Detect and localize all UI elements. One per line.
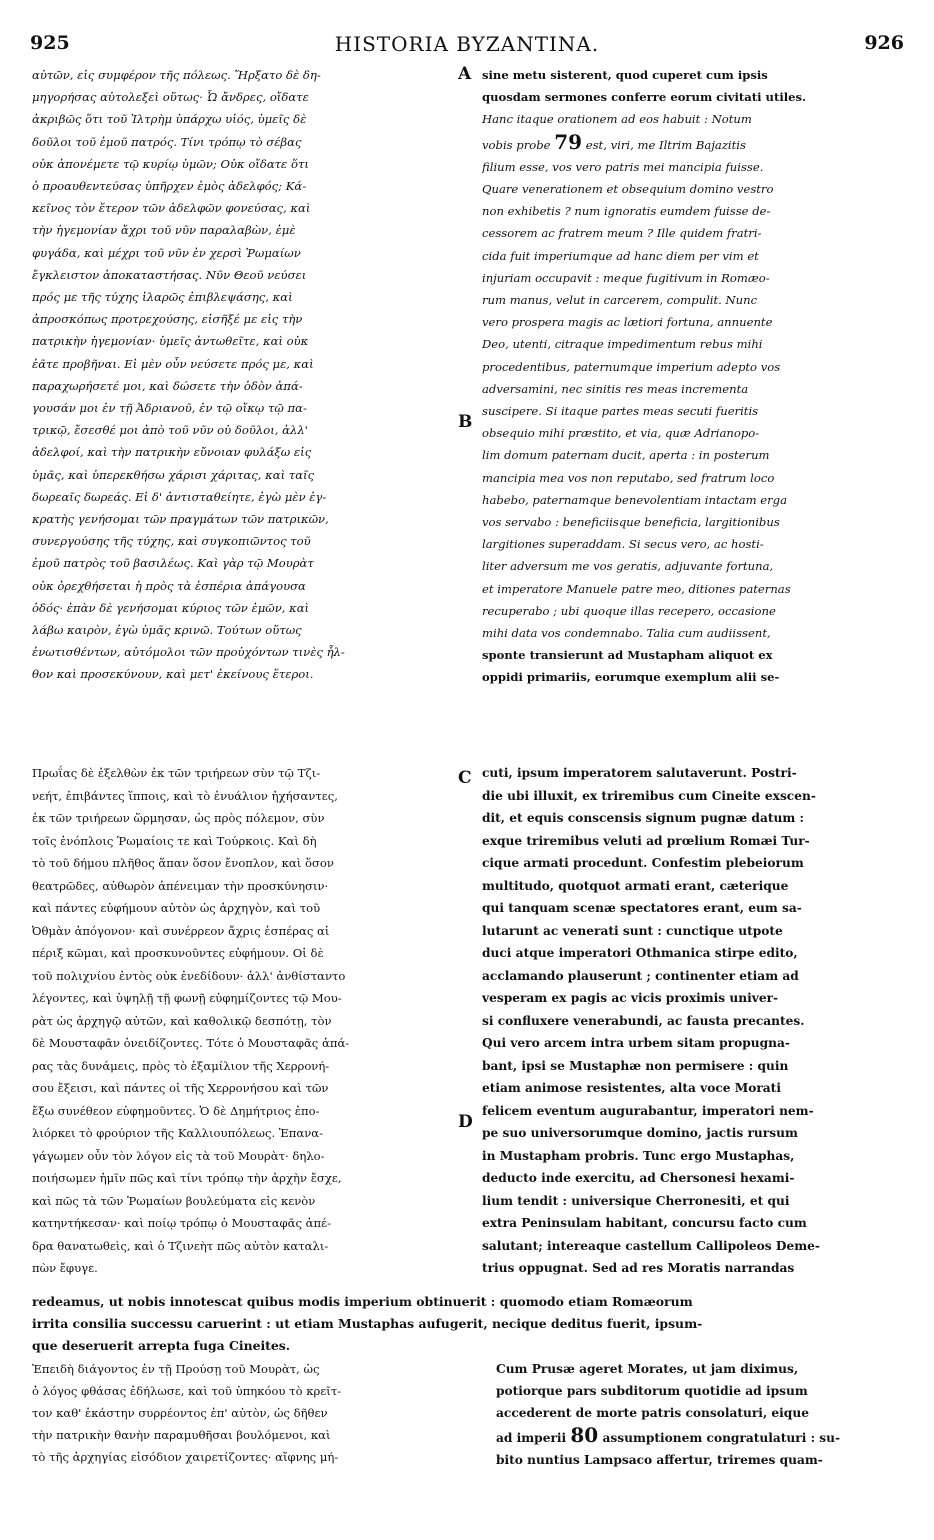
latin-text-line: Qui vero arcem intra urbem sitam propugna- <box>482 1036 790 1050</box>
greek-text-line: ρας τὰς δυνάμεις, πρὸς τὸ ἑξαμίλιον τῆς Χερρονή- <box>32 1058 330 1073</box>
latin-text-line: filium esse, vos vero patris mei mancipia fuisse. <box>482 159 764 174</box>
greek-text-line: πατρικὴν ἡγεμονίαν· ὑμεῖς ἀντωθεῖτε, καὶ οὐκ <box>32 334 309 349</box>
latin-text-line: Cum Prusæ ageret Morates, ut jam diximus, <box>496 1362 799 1376</box>
latin-text-line: deducto inde exercitu, ad Chersonesi hexami- <box>482 1171 795 1185</box>
greek-text-line: ὁ λόγος φθάσας ἐδήλωσε, καὶ τοῦ ὑπηκόου τὸ κρεῖτ- <box>32 1384 342 1398</box>
latin-text-line: vobis probe 79 est, viri, me Iltrim Bajazitis <box>482 130 746 154</box>
latin-text-line: in Mustapham probris. Tunc ergo Mustaphas, <box>482 1148 795 1163</box>
greek-text-line: τὴν ἡγεμονίαν ἄχρι τοῦ νῦν παραλαβὼν, ἐμὲ <box>32 223 296 238</box>
greek-text-line: ἀπροσκόπως προτρεχούσης, εἰσῆξέ με εἰς τὴν <box>32 312 303 327</box>
greek-text-line: παραχωρήσετέ μοι, καὶ δώσετε τὴν ὁδὸν ἀπά- <box>32 378 303 393</box>
latin-text-line: obsequio mihi præstito, et via, quæ Adrianopo- <box>482 426 760 441</box>
latin-text-line: sine metu sisterent, quod cuperet cum ipsis <box>482 68 768 82</box>
running-title: HISTORIA BYZANTINA. <box>334 32 600 56</box>
greek-text-line: σου ἔξεισι, καὶ πάντες οἱ τῆς Χερρονήσου καὶ τῶν <box>32 1081 329 1095</box>
greek-text-line: ἀκριβῶς ὅτι τοῦ Ἰλτρὴμ ὑπάρχω υἱός, ὑμεῖς δὲ <box>32 112 307 127</box>
greek-text-line: ρὰτ ὡς ἀρχηγῷ αὐτῶν, καὶ καθολικῷ δεσπότῃ, τὸν <box>32 1013 332 1028</box>
latin-text-line: procedentibus, paternumque imperium adepto vos <box>482 359 781 374</box>
greek-column-bottom <box>32 1358 452 1468</box>
latin-text-line: duci atque imperatori Othmanica stirpe edito, <box>482 946 798 960</box>
greek-text-line: ἔγκλειστον ἀποκαταστήσας. Νῦν Θεοῦ νεύσει <box>32 267 307 282</box>
greek-text-line: τοῦ πολιχνίου ἐντὸς οὐκ ἐνεδίδουν· ἀλλ' ἀνθίσταντο <box>32 968 346 983</box>
latin-text-line: trius oppugnat. Sed ad res Moratis narrandas <box>482 1261 795 1275</box>
latin-text-line: mancipia mea vos non reputabo, sed fratrum loco <box>482 470 775 485</box>
section-marker-a: A <box>458 64 472 84</box>
latin-text-line: Hanc itaque orationem ad eos habuit : Notum <box>482 112 752 127</box>
greek-text-line: καὶ πάντες εὐφήμουν αὐτὸν ὡς ἀρχηγὸν, καὶ τοῦ <box>32 901 321 915</box>
latin-text-line: Quare venerationem et obsequium domino vestro <box>482 182 774 197</box>
greek-text-line: ὁ προαυθεντεύσας ὑπῆρχεν ἐμὸς ἀδελφός; Κά- <box>32 179 307 194</box>
latin-text-line: cida fuit imperiumque ad hanc diem per vim et <box>482 248 759 263</box>
latin-text-line: die ubi illuxit, ex triremibus cum Cineite exscen- <box>482 788 816 803</box>
greek-text-line: δρα θανατωθεὶς, καὶ ὁ Τζινεὴτ πῶς αὐτὸν καταλι- <box>32 1238 329 1253</box>
latin-text-line: et imperatore Manuele patre meo, ditiones paternas <box>482 581 791 596</box>
latin-text-line: salutant; intereaque castellum Callipoleos Deme- <box>482 1238 820 1253</box>
latin-text-line: bant, ipsi se Mustaphæ non permisere : quin <box>482 1058 789 1073</box>
greek-text-line: καὶ πῶς τὰ τῶν Ῥωμαίων βουλεύματα εἰς κενὸν <box>32 1193 316 1208</box>
greek-text-line: κρατὴς γενήσομαι τῶν πραγμάτων τῶν πατρικῶν, <box>32 512 329 527</box>
greek-text-line: δοῦλοι τοῦ ἐμοῦ πατρός. Τίνι τρόπῳ τὸ σέβας <box>32 134 302 149</box>
full-width-latin <box>32 1291 894 1357</box>
latin-text-line: que deseruerit arrepta fuga Cineites. <box>32 1338 291 1353</box>
greek-text-line: πὼν ἔφυγε. <box>32 1261 98 1275</box>
greek-text-line: κεῖνος τὸν ἕτερον τῶν ἀδελφῶν φονεύσας, καὶ <box>32 201 311 216</box>
latin-text-line: vos servabo : beneficiisque beneficia, largitionibus <box>482 515 780 530</box>
greek-text-line: μηγορήσας αὐτολεξεὶ οὕτως· Ὦ ἄνδρες, οἴδατε <box>32 90 309 105</box>
latin-text-line: recuperabo ; ubi quoque illas recepero, occasione <box>482 603 776 618</box>
latin-text-line: cuti, ipsum imperatorem salutaverunt. Postri- <box>482 766 797 780</box>
latin-text-line: pe suo universorumque domino, jactis rursum <box>482 1126 798 1140</box>
greek-text-line: πέριξ κῶμαι, καὶ προσκυνοῦντες εὐφήμουν. Οἱ δὲ <box>32 946 324 960</box>
latin-text-line: lutarunt ac venerati sunt : cunctique utpote <box>482 923 783 938</box>
latin-text-line: extra Peninsulam habitant, concursu facto cum <box>482 1216 807 1230</box>
greek-text-line: γάγωμεν οὖν τὸν λόγον εἰς τὰ τοῦ Μουρὰτ· δηλο- <box>32 1148 325 1163</box>
latin-text-line: si confluxere venerabundi, ac fausta precantes. <box>482 1013 805 1028</box>
latin-text-line: mihi data vos condemnabo. Talia cum audiissent, <box>482 626 771 641</box>
greek-text-line: ἐᾶτε προβῆναι. Εἰ μὲν οὖν νεύσετε πρός με, καὶ <box>32 356 314 371</box>
greek-text-line: Πρωΐας δὲ ἐξελθὼν ἐκ τῶν τριήρεων σὺν τῷ Τζι- <box>32 766 321 780</box>
latin-text-line: cessorem ac fratrem meum ? Ille quidem fratri- <box>482 226 762 241</box>
latin-text-line: vero prospera magis ac lætiori fortuna, annuente <box>482 315 773 330</box>
folio-number: 80 <box>570 1424 599 1447</box>
latin-text-line: sponte transierunt ad Mustapham aliquot ex <box>482 648 773 663</box>
latin-text-line: ad imperii 80 assumptionem congratulaturi : su- <box>496 1424 841 1447</box>
latin-text-line: felicem eventum augurabantur, imperatori nem- <box>482 1103 814 1118</box>
greek-text-line: ὑμᾶς, καὶ ὑπερεκθήσω χάρισι χάριτας, καὶ ταῖς <box>32 467 315 482</box>
greek-text-line: δωρεαῖς δωρεάς. Εἰ δ' ἀντισταθείητε, ἐγὼ μὲν ἐγ- <box>32 489 327 504</box>
section-marker-b: B <box>458 412 473 432</box>
greek-text-line: λιόρκει τὸ φρούριον τῆς Καλλιουπόλεως. Ἐπανα- <box>32 1126 323 1140</box>
greek-text-line: τον καθ' ἑκάστην συρρέοντος ἐπ' αὐτὸν, ὡς δῆθεν <box>32 1406 328 1420</box>
greek-text-line: θον καὶ προσεκύνουν, καὶ μετ' ἐκείνους ἕτεροι. <box>32 667 314 682</box>
greek-text-line: οὐκ ὀρεχθήσεται ἡ πρὸς τὰ ἑσπέρια ἀπάγουσα <box>32 578 306 593</box>
latin-text-line: etiam animose resistentes, alta voce Morati <box>482 1081 781 1095</box>
latin-text-line: adversamini, nec sinitis res meas incrementa <box>482 381 749 396</box>
greek-text-line: ἐμοῦ πατρὸς τοῦ βασιλέως. Καὶ γὰρ τῷ Μουρὰτ <box>32 556 314 571</box>
latin-column-top <box>482 64 894 689</box>
greek-text-line: ποιήσωμεν ἡμῖν πῶς καὶ τίνι τρόπῳ τὴν ἀρχὴν ἔσχε, <box>32 1171 342 1185</box>
latin-text-line: cique armati procedunt. Confestim plebeiorum <box>482 856 804 870</box>
right-page-number: 926 <box>864 32 904 54</box>
latin-text-line: qui tanquam scenæ spectatores erant, eum sa- <box>482 901 802 915</box>
greek-text-line: κατηντήκεσαν· καὶ ποίῳ τρόπῳ ὁ Μουσταφᾶς ἀπέ- <box>32 1216 332 1230</box>
greek-text-line: τὴν πατρικὴν θανὴν παραμυθῆσαι βουλόμενοι, καὶ <box>32 1428 331 1442</box>
latin-text-line: oppidi primariis, eorumque exemplum alii se- <box>482 670 780 685</box>
latin-text-line: lim domum paternam ducit, aperta : in posterum <box>482 448 770 463</box>
greek-column-top <box>32 64 452 686</box>
greek-text-line: Ὀθμὰν ἀπόγονον· καὶ συνέρρεον ἄχρις ἑσπέρας αἱ <box>32 923 330 938</box>
greek-text-line: θεατρῶδες, αὐθωρὸν ἀπένειμαν τὴν προσκύνησιν· <box>32 878 329 893</box>
greek-text-line: λέγοντες, καὶ ὑψηλῇ τῇ φωνῇ εὐφημίζοντες τῷ Μου- <box>32 991 342 1005</box>
greek-text-line: ἀδελφοί, καὶ τὴν πατρικὴν εὔνοιαν φυλάξω εἰς <box>32 445 312 460</box>
greek-text-line: φυγάδα, καὶ μέχρι τοῦ νῦν ἐν χερσὶ Ῥωμαίων <box>32 245 301 260</box>
section-marker-c: C <box>458 768 472 788</box>
folio-number: 79 <box>554 130 583 154</box>
left-page-number: 925 <box>30 32 70 54</box>
greek-text-line: τὸ τῆς ἀρχηγίας εἰσόδιον χαιρετίζοντες· αἴφνης μή- <box>32 1450 339 1464</box>
latin-text-line: liter adversum me vos geratis, adjuvante fortuna, <box>482 559 774 574</box>
latin-text-line: largitiones superaddam. Si secus vero, ac hosti- <box>482 537 764 552</box>
latin-text-line: non exhibetis ? num ignoratis eumdem fuisse de- <box>482 204 771 219</box>
section-marker-d: D <box>458 1112 473 1132</box>
greek-text-line: λάβω καιρὸν, ἐγὼ ὑμᾶς κρινῶ. Τούτων οὕτως <box>32 623 302 638</box>
latin-column-bottom <box>496 1358 894 1471</box>
latin-text-line: irrita consilia successu caruerint : ut etiam Mustaphas aufugerit, necique deditus fuerit, ipsum- <box>32 1316 703 1331</box>
greek-text-line: γουσάν μοι ἐν τῇ Ἀδριανοῦ, ἐν τῷ οἴκῳ τῷ πα- <box>32 401 307 416</box>
greek-text-line: τοῖς ἐνόπλοις Ῥωμαίοις τε καὶ Τούρκοις. Καὶ δὴ <box>32 833 317 848</box>
greek-text-line: τὸ τοῦ δήμου πλῆθος ἅπαν ὅσον ἔνοπλον, καὶ ὅσον <box>32 856 334 870</box>
latin-text-line: multitudo, quotquot armati erant, cæterique <box>482 878 789 893</box>
latin-text-line: vesperam ex pagis ac vicis proximis univer- <box>482 991 779 1005</box>
page-header <box>30 32 904 58</box>
latin-text-line: accederent de morte patris consolaturi, eique <box>496 1406 809 1420</box>
latin-text-line: habebo, paternamque benevolentiam intactam erga <box>482 492 787 507</box>
greek-text-line: πρός με τῆς τύχης ἱλαρῶς ἐπιβλεψάσης, καὶ <box>32 290 293 305</box>
greek-text-line: ἔξω συνέθεον εὐφημοῦντες. Ὁ δὲ Δημήτριος ἐπο- <box>32 1103 320 1118</box>
greek-text-line: δὲ Μουσταφᾶν ὀνειδίζοντες. Τότε ὁ Μουσταφᾶς ἀπά- <box>32 1036 350 1050</box>
latin-text-line: suscipere. Si itaque partes meas secuti fueritis <box>482 404 759 419</box>
latin-text-line: dit, et equis conscensis signum pugnæ datum : <box>482 811 804 825</box>
latin-text-line: potiorque pars subditorum quotidie ad ipsum <box>496 1384 808 1398</box>
greek-text-line: οὐκ ἀπονέμετε τῷ κυρίῳ ὑμῶν; Οὐκ οἴδατε ὅτι <box>32 156 309 171</box>
greek-text-line: ἐνωτισθέντων, αὐτόμολοι τῶν προὐχόντων τινὲς ἦλ- <box>32 645 345 660</box>
greek-text-line: συνεργούσης τῆς τύχης, καὶ συγκοπιῶντος τοῦ <box>32 534 311 549</box>
latin-text-line: injuriam occupavit : meque fugitivum in Romæo- <box>482 270 770 285</box>
latin-text-line: acclamando plauserunt ; continenter etiam ad <box>482 968 799 983</box>
greek-text-line: ὁδός· ἐπὰν δὲ γενήσομαι κύριος τῶν ἐμῶν, καὶ <box>32 600 310 615</box>
greek-text-line: νεήτ, ἐπιβάντες ἵπποις, καὶ τὸ ἐνυάλιον ἠχήσαντες, <box>32 788 338 803</box>
latin-text-line: rum manus, velut in carcerem, compulit. Nunc <box>482 293 758 308</box>
greek-column-middle <box>32 762 452 1280</box>
latin-text-line: exque triremibus veluti ad prœlium Romæi Tur- <box>482 833 810 848</box>
latin-text-line: bito nuntius Lampsaco affertur, triremes quam- <box>496 1453 823 1467</box>
latin-text-line: Deo, utenti, citraque impedimentum rebus mihi <box>482 337 763 352</box>
greek-text-line: ἐκ τῶν τριήρεων ὥρμησαν, ὡς πρὸς πόλεμον, σὺν <box>32 811 325 825</box>
greek-text-line: τρικῷ, ἔσεσθέ μοι ἀπὸ τοῦ νῦν οὐ δοῦλοι, ἀλλ' <box>32 423 308 438</box>
latin-text-line: redeamus, ut nobis innotescat quibus modis imperium obtinuerit : quomodo etiam Romæorum <box>32 1294 693 1309</box>
latin-text-line: quosdam sermones conferre eorum civitati utiles. <box>482 90 807 105</box>
greek-text-line: αὐτῶν, εἰς συμφέρον τῆς πόλεως. Ἤρξατο δὲ δη- <box>32 68 321 82</box>
latin-column-middle <box>482 762 894 1280</box>
latin-text-line: lium tendit : universique Cherronesiti, et qui <box>482 1193 790 1208</box>
greek-text-line: Ἐπειδὴ διάγοντος ἐν τῇ Προύσῃ τοῦ Μουρὰτ, ὡς <box>32 1362 320 1376</box>
